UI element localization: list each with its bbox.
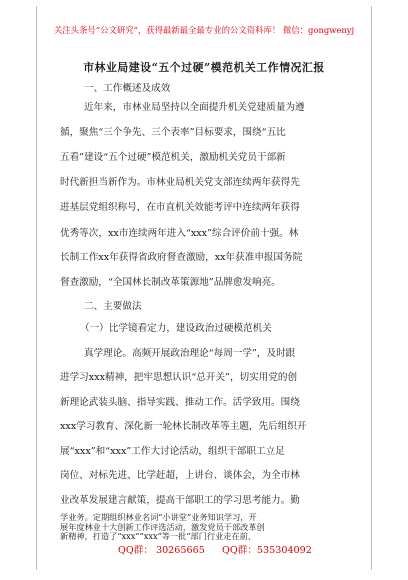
document-title: 市林业局建设“五个过硬”模范机关工作情况汇报: [83, 61, 325, 74]
paragraph-line: 循，聚焦“三个争先、三个表率”目标要求，围绕“五比: [60, 127, 286, 138]
paragraph-line: 展“xxx”和“xxx”工作大讨论活动，组织干部职工立足: [60, 446, 285, 457]
paragraph-line: 时代新担当新作为。市林业局机关党支部连续两年获得先: [60, 177, 300, 188]
qq-group-2: QQ群：535304092: [222, 545, 312, 556]
paragraph-line: 五看”建设“五个过硬”模范机关，激励机关党员干部新: [60, 152, 286, 163]
section-heading: 一、工作概述及成效: [84, 83, 171, 94]
paragraph-line: 真学理论。高频开展政治理论“每周一学”，及时跟: [84, 348, 296, 359]
paragraph-line: 近年来，市林业局坚持以全面提升机关党建质量为遵: [84, 102, 305, 113]
qq-group-1: QQ群： 30265665: [118, 545, 205, 556]
subsection-heading: （一）比学镜看定力，建设政治过硬模范机关: [80, 323, 272, 334]
paragraph-line: 优秀等次，xx市连续两年进入“xxx”综合评价前十强。林: [60, 228, 299, 239]
paragraph-line: xxx学习教育、深化新一轮林长制改革等主题，先后组织开: [60, 421, 307, 432]
paragraph-line: 进学习xxx精神，把牢思想认识“总开关”，切实用党的创: [60, 372, 298, 383]
paragraph-line: 岗位、对标先进、比学赶超，上讲台、谈体会，为全市林: [60, 470, 300, 481]
paragraph-line: 进基层党组织称号，在市直机关效能考评中连续两年获得: [60, 202, 300, 213]
header-notice: 关注头条号“公文研究”，获得最新最全最专业的公文资料库！ 微信：gongwenyj: [53, 25, 355, 35]
paragraph-line: 学业务。定期组织林业名词“小讲堂”业务知识学习，开: [60, 512, 257, 522]
paragraph-line: 业改革发展建言献策，提高干部职工的学习思考能力。勤: [60, 495, 300, 506]
section-heading: 二、主要做法: [84, 301, 142, 312]
paragraph-line: 新理论武装头脑、指导实践、推动工作。活学致用。围绕: [60, 397, 300, 408]
paragraph-line: 长制工作xx年获得省政府督查激励，xx年获准申报国务院: [60, 252, 303, 263]
paragraph-line: 新精神，打造了“xxx”“xxx”等一批“部门行业走在前、: [60, 531, 257, 541]
paragraph-line: 督查激励，“全国林长制改革策源地”品牌愈发响亮。: [60, 277, 281, 288]
paragraph-line: 展年度林业十大创新工作评选活动，激发党员干部改革创: [60, 521, 265, 532]
